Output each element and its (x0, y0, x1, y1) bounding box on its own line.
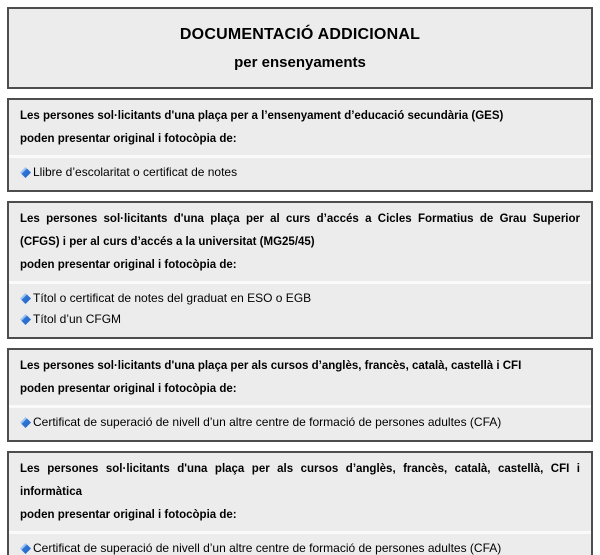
list-item-label: Llibre d’escolaritat o certificat de notes (33, 165, 238, 179)
list-item-label: Títol o certificat de notes del graduat en ESO o EGB (33, 291, 312, 305)
list-item (20, 538, 580, 555)
section-cfgs-universitat (7, 201, 593, 339)
list-item (20, 412, 580, 433)
intro-line: informàtica (20, 486, 82, 498)
section-intro (9, 350, 591, 405)
lead-in-line: poden presentar original i fotocòpia de: (20, 259, 237, 271)
intro-line: Les persones sol·licitants d'una plaça per als cursos d’anglès, francès, català, castellà i CFI (20, 360, 522, 372)
list-item-label: Títol d’un CFGM (33, 312, 122, 326)
intro-line: (CFGS) i per al curs d’accés a la universitat (MG25/45) (20, 236, 315, 248)
lead-in-line: poden presentar original i fotocòpia de: (20, 509, 237, 521)
section-cursos-llengues-cfi-informatica (7, 451, 593, 555)
intro-line: Les persones sol·licitants d'una plaça per al curs d’accés a Cicles Formatius de Grau Superior (20, 213, 580, 225)
page-subtitle: per ensenyaments (234, 54, 366, 71)
section-cursos-llengues-cfi (7, 348, 593, 442)
section-items (9, 158, 591, 190)
section-items (9, 408, 591, 440)
section-intro (9, 203, 591, 281)
section-items (9, 534, 591, 555)
intro-line: Les persones sol·licitants d'una plaça per a l’ensenyament d’educació secundària (GES) (20, 110, 504, 122)
diamond-bullet-icon (20, 417, 31, 428)
list-item (20, 162, 580, 183)
lead-in-line: poden presentar original i fotocòpia de: (20, 383, 237, 395)
section-intro (9, 100, 591, 155)
intro-line: Les persones sol·licitants d'una plaça per als cursos d’anglès, francès, català, castellà, CFI i (20, 463, 580, 475)
diamond-bullet-icon (20, 543, 31, 554)
diamond-bullet-icon (20, 293, 31, 304)
section-ges (7, 98, 593, 192)
header-box (7, 7, 593, 89)
list-item (20, 309, 580, 330)
section-items (9, 284, 591, 337)
list-item-label: Certificat de superació de nivell d’un altre centre de formació de persones adultes (CFA) (33, 415, 502, 429)
diamond-bullet-icon (20, 167, 31, 178)
list-item-label: Certificat de superació de nivell d’un altre centre de formació de persones adultes (CFA) (33, 541, 502, 555)
diamond-bullet-icon (20, 314, 31, 325)
list-item (20, 288, 580, 309)
section-intro (9, 453, 591, 531)
page-title: DOCUMENTACIÓ ADDICIONAL (179, 26, 421, 43)
lead-in-line: poden presentar original i fotocòpia de: (20, 133, 237, 145)
